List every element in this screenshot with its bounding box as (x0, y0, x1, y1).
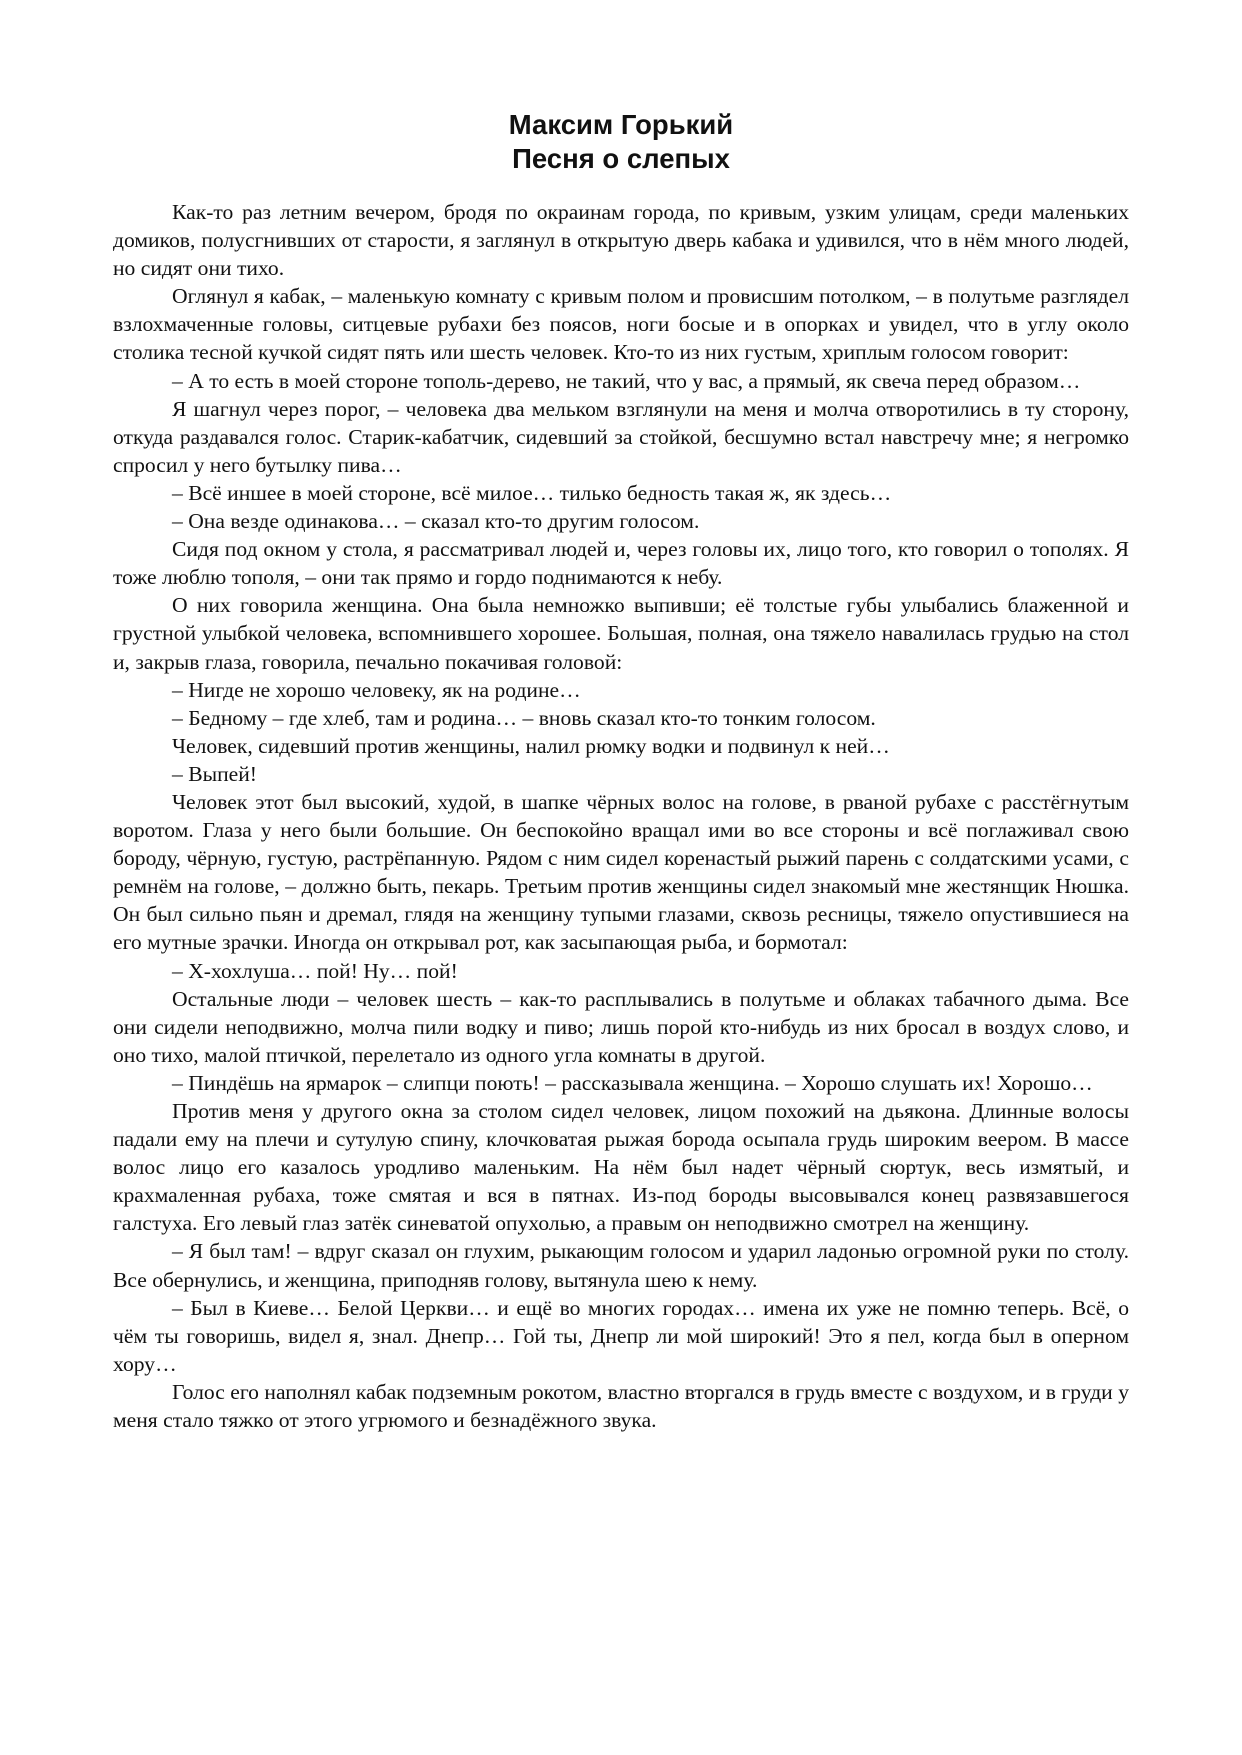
paragraph: Я шагнул через порог, – человека два мельком взглянули на меня и молча отворотились в ту сторону, откуда раздавался голос. Старик-кабатчик, сидевший за стойкой, бесшумно встал навстречу мне; я негромко спросил у него бутылку пива… (113, 396, 1129, 477)
paragraph: – Я был там! – вдруг сказал он глухим, рыкающим голосом и ударил ладонью огромной руки по столу. Все обернулись, и женщина, приподняв голову, вытянула шею к нему. (113, 1239, 1129, 1292)
paragraph: – Она везде одинакова… – сказал кто-то другим голосом. (172, 509, 700, 534)
paragraph: – Всё иншее в моей стороне, всё милое… тилько бедность такая ж, як здесь… (172, 480, 892, 505)
paragraph: Сидя под окном у стола, я рассматривал людей и, через головы их, лицо того, кто говорил о тополях. Я тоже люблю тополя, – они так прямо и гордо поднимаются к небу. (113, 537, 1129, 590)
paragraph: Оглянул я кабак, – маленькую комнату с кривым полом и провисшим потолком, – в полутьме разглядел взлохмаченные головы, ситцевые рубахи без поясов, ноги босые и в опорках и увидел, что в углу около столика тесной кучкой сидят пять или шесть человек. Кто-то из них густым, хриплым голосом говорит: (113, 284, 1129, 365)
paragraph: Как-то раз летним вечером, бродя по окраинам города, по кривым, узким улицам, среди маленьких домиков, полусгнивших от старости, я заглянул в открытую дверь кабака и удивился, что в нём много людей, но сидят они тихо. (113, 200, 1129, 281)
story-title: Песня о слепых (512, 143, 730, 174)
author-name: Максим Горький (508, 109, 734, 140)
paragraph: Остальные люди – человек шесть – как-то расплывались в полутьме и облаках табачного дыма. Все они сидели неподвижно, молча пили водку и пиво; лишь порой кто-нибудь из них бросал в воздух слово, и оно тихо, малой птичкой, перелетало из одного угла комнаты в другой. (113, 986, 1129, 1067)
paragraph: О них говорила женщина. Она была немножко выпивши; её толстые губы улыбались блаженной и грустной улыбкой человека, вспомнившего хорошее. Большая, полная, она тяжело навалилась грудью на стол и, закрыв глаза, говорила, печально покачивая головой: (113, 593, 1129, 674)
paragraph: Человек, сидевший против женщины, налил рюмку водки и подвинул к ней… (172, 733, 890, 758)
document-header (113, 108, 1129, 176)
paragraph: – А то есть в моей стороне тополь-дерево, не такий, что у вас, а прямый, як свеча перед образом… (172, 368, 1081, 393)
paragraph: Человек этот был высокий, худой, в шапке чёрных волос на голове, в рваной рубахе с расстёгнутым воротом. Глаза у него были большие. Он беспокойно вращал ими во все стороны и всё поглаживал свою бороду, чёрную, густую, растрёпанную. Рядом с ним сидел коренастый рыжий парень с солдатскими усами, с ремнём на голове, – должно быть, пекарь. Третьим против женщины сидел знакомый мне жестянщик Нюшка. Он был сильно пьян и дремал, глядя на женщину тупыми глазами, сквозь ресницы, тяжело опустившиеся на его мутные зрачки. Иногда он открывал рот, как засыпающая рыба, и бормотал: (113, 789, 1129, 955)
paragraph: – Нигде не хорошо человеку, як на родине… (172, 677, 581, 702)
paragraph: Голос его наполнял кабак подземным рокотом, властно вторгался в грудь вместе с воздухом, и в груди у меня стало тяжко от этого угрюмого и безнадёжного звука. (113, 1379, 1129, 1433)
story-body (113, 198, 1129, 1434)
paragraph: – Бедному – где хлеб, там и родина… – вновь сказал кто-то тонким голосом. (172, 705, 876, 730)
paragraph: – Выпей! (172, 761, 257, 786)
paragraph: – Пиндёшь на ярмарок – слипци поють! – рассказывала женщина. – Хорошо слушать их! Хорошо… (172, 1070, 1093, 1095)
document-page (113, 108, 1129, 1434)
paragraph: Против меня у другого окна за столом сидел человек, лицом похожий на дьякона. Длинные волосы падали ему на плечи и сутулую спину, клочковатая рыжая борода осыпала грудь широким веером. В массе волос лицо его казалось уродливо маленьким. На нём был надет чёрный сюртук, весь измятый, и крахмаленная рубаха, тоже смятая и вся в пятнах. Из-под бороды высовывался конец развязавшегося галстуха. Его левый глаз затёк синеватой опухолью, а правым он неподвижно смотрел на женщину. (113, 1099, 1129, 1236)
paragraph: – Х-хохлуша… пой! Ну… пой! (172, 958, 458, 983)
paragraph: – Был в Киеве… Белой Церкви… и ещё во многих городах… имена их уже не помню теперь. Всё, о чём ты говоришь, видел я, знал. Днепр… Гой ты, Днепр ли мой широкий! Это я пел, когда был в оперном хору… (113, 1295, 1129, 1376)
